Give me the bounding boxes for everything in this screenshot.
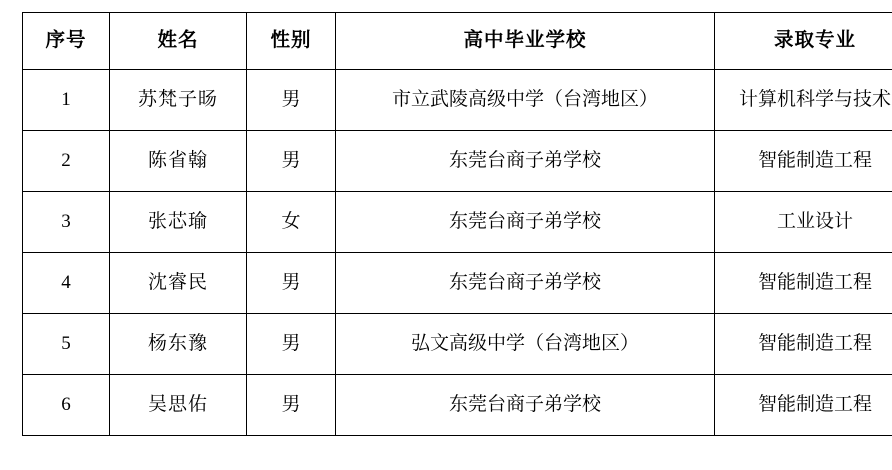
table-row	[23, 253, 892, 314]
cell-gender: 女	[247, 192, 336, 253]
cell-seq: 1	[23, 70, 110, 131]
table-row	[23, 375, 892, 436]
cell-school: 东莞台商子弟学校	[336, 253, 715, 314]
cell-major: 智能制造工程	[715, 131, 892, 192]
cell-school: 市立武陵高级中学（台湾地区）	[336, 70, 715, 131]
cell-name: 苏梵子旸	[110, 70, 247, 131]
cell-gender: 男	[247, 253, 336, 314]
cell-name: 陈省翰	[110, 131, 247, 192]
table-header-row	[23, 13, 892, 70]
column-header-name: 姓名	[110, 13, 247, 70]
cell-major: 计算机科学与技术	[715, 70, 892, 131]
cell-seq: 4	[23, 253, 110, 314]
cell-major: 智能制造工程	[715, 253, 892, 314]
cell-name: 张芯瑜	[110, 192, 247, 253]
column-header-seq: 序号	[23, 13, 110, 70]
cell-school: 东莞台商子弟学校	[336, 131, 715, 192]
cell-major: 工业设计	[715, 192, 892, 253]
table-row	[23, 314, 892, 375]
cell-major: 智能制造工程	[715, 314, 892, 375]
table-row	[23, 192, 892, 253]
table-row	[23, 131, 892, 192]
table-row	[23, 70, 892, 131]
cell-seq: 3	[23, 192, 110, 253]
cell-gender: 男	[247, 70, 336, 131]
cell-seq: 2	[23, 131, 110, 192]
cell-school: 东莞台商子弟学校	[336, 375, 715, 436]
cell-school: 弘文高级中学（台湾地区）	[336, 314, 715, 375]
column-header-gender: 性别	[247, 13, 336, 70]
column-header-school: 高中毕业学校	[336, 13, 715, 70]
document-page	[0, 12, 892, 470]
cell-gender: 男	[247, 131, 336, 192]
cell-name: 沈睿民	[110, 253, 247, 314]
admission-table	[22, 12, 892, 436]
cell-gender: 男	[247, 314, 336, 375]
cell-gender: 男	[247, 375, 336, 436]
cell-seq: 6	[23, 375, 110, 436]
table-body	[23, 13, 892, 436]
column-header-major: 录取专业	[715, 13, 892, 70]
cell-major: 智能制造工程	[715, 375, 892, 436]
cell-name: 吴思佑	[110, 375, 247, 436]
cell-school: 东莞台商子弟学校	[336, 192, 715, 253]
cell-name: 杨东豫	[110, 314, 247, 375]
cell-seq: 5	[23, 314, 110, 375]
